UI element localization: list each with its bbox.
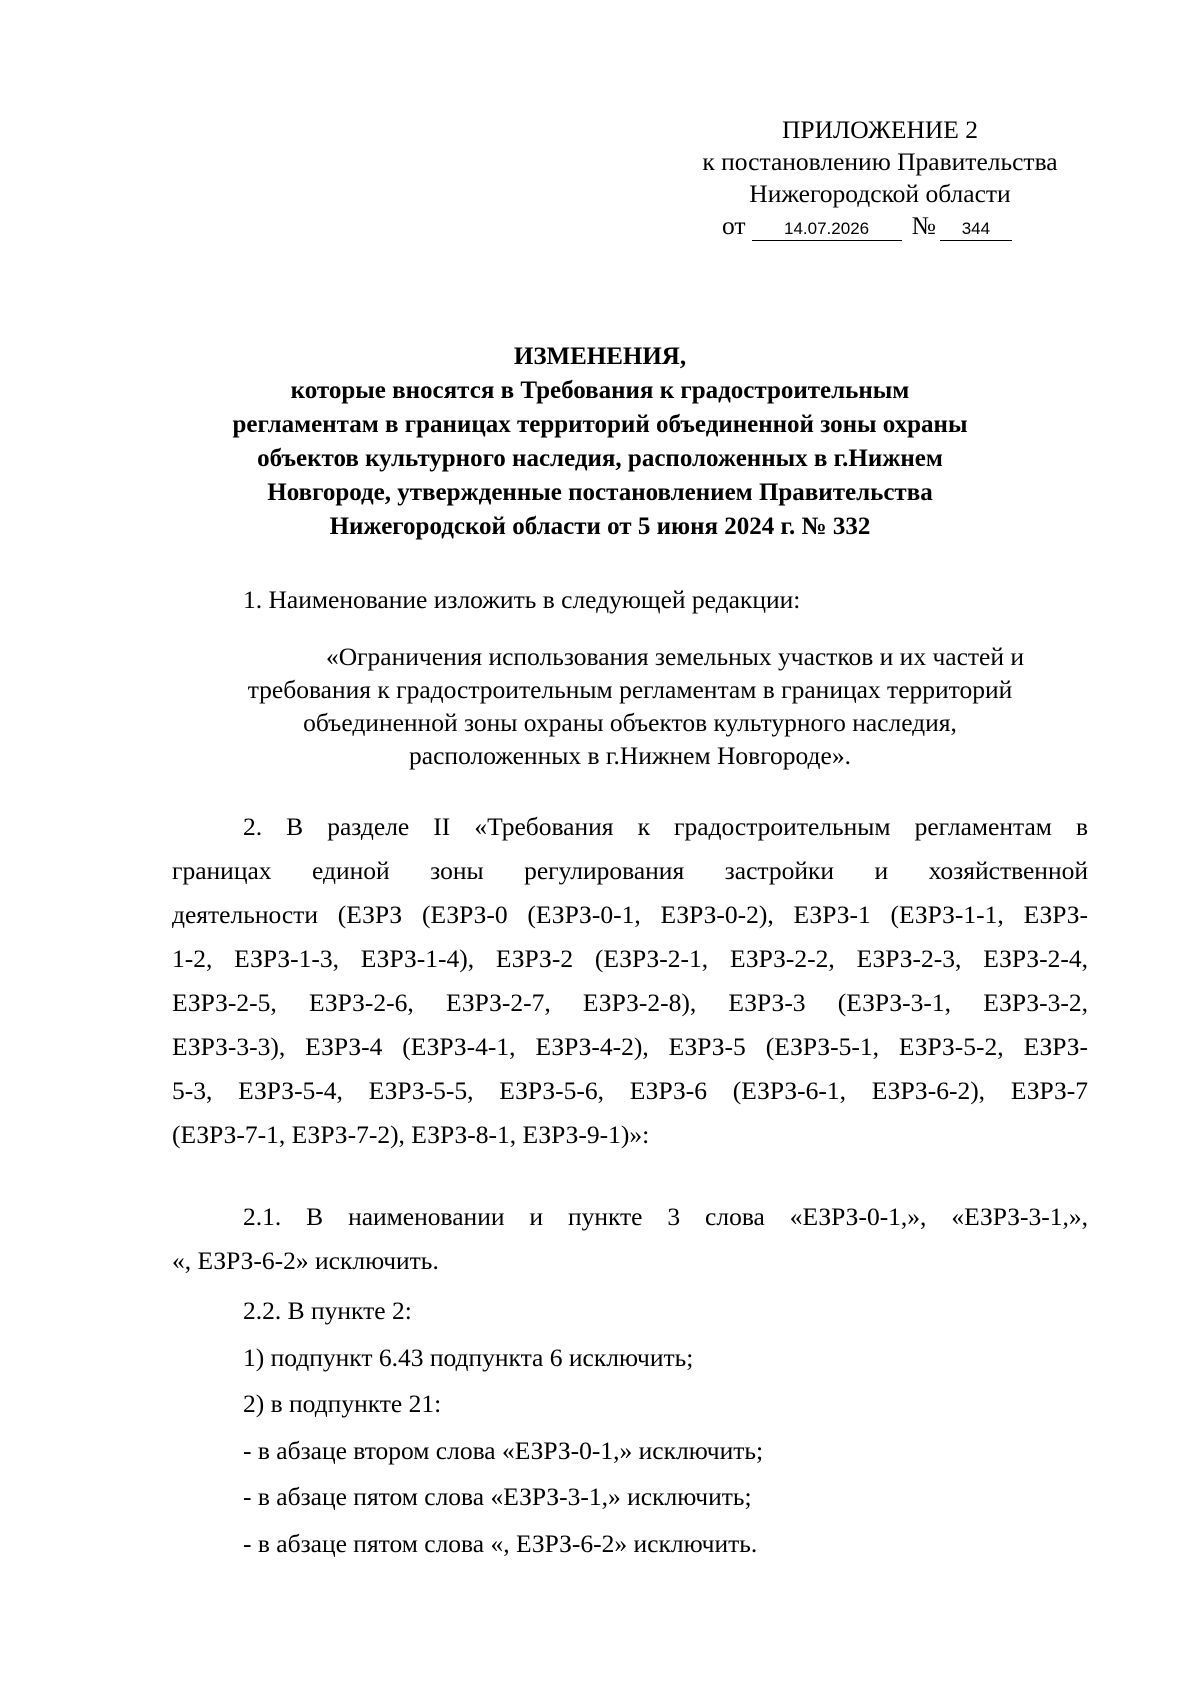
paragraph-2-line: границах единой зоны регулирования застройки и хозяйственной — [172, 856, 1088, 885]
list-item: - в абзаце втором слова «ЕЗРЗ-0-1,» исключить; — [243, 1435, 764, 1465]
list-item: 1) подпункт 6.43 подпункта 6 исключить; — [243, 1342, 694, 1372]
attachment-authority: Нижегородской области — [749, 179, 1011, 208]
title-line: регламентам в границах территорий объединенной зоны охраны — [232, 411, 968, 438]
paragraph-2-1-line: «, ЕЗРЗ-6-2» исключить. — [172, 1246, 439, 1275]
paragraph-2-2-list — [243, 1288, 763, 1567]
attachment-header — [670, 114, 1090, 242]
paragraph-2-line: 5-3, ЕЗРЗ-5-4, ЕЗРЗ-5-5, ЕЗРЗ-5-6, ЕЗРЗ-6 (ЕЗРЗ-6-1, ЕЗРЗ-6-2), ЕЗРЗ-7 — [172, 1076, 1088, 1105]
paragraph-2-line: ЕЗРЗ-3-3), ЕЗРЗ-4 (ЕЗРЗ-4-1, ЕЗРЗ-4-2), ЕЗРЗ-5 (ЕЗРЗ-5-1, ЕЗРЗ-5-2, ЕЗРЗ- — [172, 1032, 1088, 1061]
list-item: 2.2. В пункте 2: — [243, 1296, 412, 1325]
quote-line: расположенных в г.Нижнем Новгороде». — [409, 741, 851, 770]
paragraph-1 — [172, 584, 1088, 616]
paragraph-2-line: (ЕЗРЗ-7-1, ЕЗРЗ-7-2), ЕЗРЗ-8-1, ЕЗРЗ-9-1)»: — [172, 1120, 650, 1149]
decree-number: 344 — [940, 218, 1012, 241]
title-line: объектов культурного наследия, расположенных в г.Нижнем — [257, 445, 943, 472]
paragraph-1-text: 1. Наименование изложить в следующей редакции: — [243, 585, 801, 614]
document-title — [160, 340, 1040, 544]
list-item: - в абзаце пятом слова «ЕЗРЗ-3-1,» исключить; — [243, 1482, 752, 1511]
title-line: которые вносятся в Требования к градостроительным — [290, 377, 910, 404]
title-line: ИЗМЕНЕНИЯ, — [513, 343, 687, 370]
quote-line: объединенной зоны охраны объектов культурного наследия, — [303, 708, 957, 737]
number-label: № — [911, 211, 936, 240]
list-item: 2) в подпункте 21: — [243, 1389, 442, 1418]
attachment-number: ПРИЛОЖЕНИЕ 2 — [781, 115, 979, 144]
quoted-name — [172, 640, 1088, 772]
paragraph-2-1-line: 2.1. В наименовании и пункте 3 слова «ЕЗРЗ-0-1,», «ЕЗРЗ-3-1,», — [243, 1202, 1088, 1231]
paragraph-2-1 — [172, 1195, 1088, 1283]
paragraph-2 — [172, 805, 1088, 1157]
list-item: - в абзаце пятом слова «, ЕЗРЗ-6-2» исключить. — [243, 1528, 758, 1558]
decree-date: 14.07.2026 — [752, 218, 902, 241]
title-line: Нижегородской области от 5 июня 2024 г. № 332 — [329, 513, 871, 540]
paragraph-2-line: деятельности (ЕЗРЗ (ЕЗРЗ-0 (ЕЗРЗ-0-1, ЕЗРЗ-0-2), ЕЗРЗ-1 (ЕЗРЗ-1-1, ЕЗРЗ- — [172, 900, 1088, 929]
paragraph-2-line: 1-2, ЕЗРЗ-1-3, ЕЗРЗ-1-4), ЕЗРЗ-2 (ЕЗРЗ-2-1, ЕЗРЗ-2-2, ЕЗРЗ-2-3, ЕЗРЗ-2-4, — [172, 944, 1088, 973]
attachment-reference: к постановлению Правительства — [702, 147, 1058, 176]
title-line: Новгороде, утвержденные постановлением Правительства — [267, 479, 933, 506]
paragraph-2-line: ЕЗРЗ-2-5, ЕЗРЗ-2-6, ЕЗРЗ-2-7, ЕЗРЗ-2-8), ЕЗРЗ-3 (ЕЗРЗ-3-1, ЕЗРЗ-3-2, — [172, 988, 1088, 1017]
from-label: от — [722, 211, 746, 240]
paragraph-2-line: 2. В разделе II «Требования к градостроительным регламентам в — [243, 812, 1088, 841]
quote-line: требования к градостроительным регламентам в границах территорий — [247, 675, 1013, 704]
quote-line: «Ограничения использования земельных участков и их частей и — [325, 642, 1025, 671]
attachment-date-line — [670, 210, 1090, 242]
